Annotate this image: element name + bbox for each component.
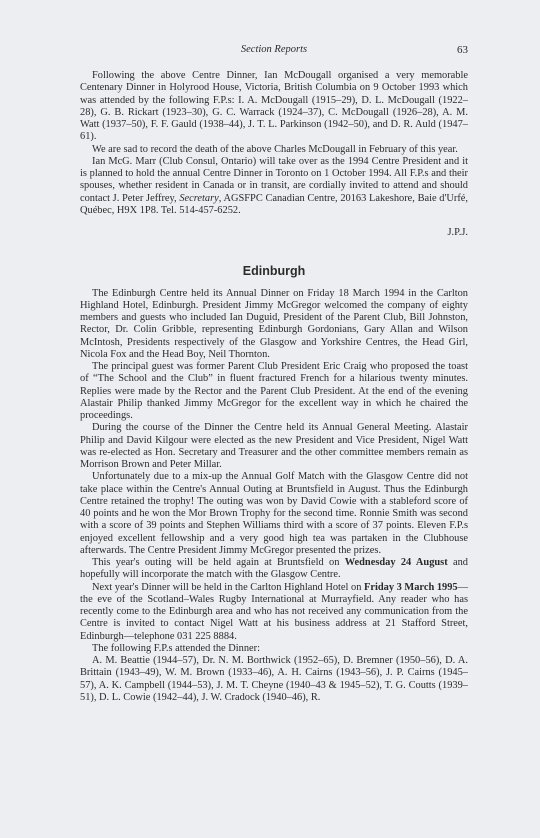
text-run: —the eve of the Scotland–Wales Rugby International at Murrayfield. Any reader who has recently come to the Edinburgh area and who has not received any communication from the Centre is invited to contact Nigel Watt at his business address at 21 Stafford Street, Edinburgh—telephone 031 225 8884. [80,581,468,642]
signature-initials: J.P.J. [447,227,468,238]
paragraph-agm: During the course of the Dinner the Centre held its Annual General Meeting. Alastair Philip and David Kilgour were elected as the new President and Vice President, Nigel Watt was re-elected as Hon. Secretary and Treasurer and the other committee members remain as Morrison Brown and Peter Millar. [80,422,468,470]
bold-date: Wednesday 24 August [344,557,448,568]
text-run: This year's outing will be held again at Bruntsfield on [92,557,345,568]
attendees-list: A. M. Beattie (1944–57), Dr. N. M. Borthwick (1952–65), D. Bremner (1950–56), D. A. Brittain (1943–49), W. M. Brown (1933–46), A. H. Cairns (1943–56), J. P. Cairns (1945–57), A. K. Campbell (1944–53), J. M. T. Cheyne (1940–43 & 1945–52), T. G. Coutts (1939–51), D. L. Cowie (1942–44), J. W. Cradock (1940–46), R. [80,655,468,703]
paragraph-attendees-intro: The following F.P.s attended the Dinner: [92,642,260,654]
italic-run: Secretary [179,192,219,204]
paragraph-principal-guest: The principal guest was former Parent Club President Eric Craig who proposed the toast of “The School and the Club” in fluent fractured French for a hilarious twenty minutes. Replies were made by the Rector and the Parent Club President. At the end of the evening Alastair Philip thanked Jimmy McGregor for the excellent way in which he chaired the proceedings. [80,361,468,421]
text-run: Next year's Dinner will be held in the Carlton Highland Hotel on [92,581,364,593]
text-run: Ian McG. Marr (Club Consul, Ontario) will take over as the 1994 Centre President and it is planned to hold the annual Centre Dinner in Toronto on 1 October 1994. All F.P.s and their spouses, whether resident in Canada or in transit, are cordially invited to attend and should contact J. Peter Jeffrey, [80,155,468,204]
page-header [80,44,468,60]
paragraph-golf-outing: Unfortunately due to a mix-up the Annual Golf Match with the Glasgow Centre did not take place within the Centre's Annual Outing at Bruntsfield in August. Thus the Edinburgh Centre retained the trophy! The outing was won by David Cowie with a stableford score of 40 points and he won the Mor Brown Trophy for the second time. Ronnie Smith was second with a score of 39 points and Stephen Williams third with a score of 37 points. Eleven F.P.s enjoyed excellent fellowship and a very good high tea was partaken in the Clubhouse afterwards. The Centre President Jimmy McGregor presented the prizes. [80,471,468,556]
paragraph-centenary-dinner: Following the above Centre Dinner, Ian McDougall organised a very memorable Centenary Dinner in Holyrood House, Victoria, British Columbia on 9 October 1993 which was attended by the following F.P.s: I. A. McDougall (1915–29), D. L. McDougall (1922–28), G. B. Rickart (1923–30), G. C. Warrack (1924–37), C. McDougall (1926–28), A. M. Watt (1937–50), F. F. Gauld (1938–44), J. T. L. Parkinson (1942–50), and D. R. Auld (1947–61). [80,70,468,143]
page-number: 63 [457,44,468,56]
paragraph-annual-dinner: The Edinburgh Centre held its Annual Dinner on Friday 18 March 1994 in the Carlton Highland Hotel, Edinburgh. President Jimmy McGregor welcomed the company of eighty members and guests who included Ian Duguid, President of the Parent Club, Bill Johnston, Rector, Dr. Colin Gribble, representing Edinburgh Gordonians, Gary Allan and Wilson McIntosh, Presidents respectively of the Glasgow and Yorkshire Centres, the Head Girl, Nicola Fox and the Head Boy, Neil Thornton. [80,287,468,360]
page-body [80,70,468,704]
paragraph-next-dinner [80,582,468,643]
running-head: Section Reports [240,44,308,55]
paragraph-toronto-dinner [80,156,468,217]
text-run: , AGSFPC Canadian Centre, 20163 Lakeshore, Baie d'Urfé, Québec, H9X 1P8. Tel. 514-457-6252. [80,192,468,216]
paragraph-next-outing [80,557,468,582]
bold-date: Friday 3 March 1995 [364,581,458,593]
text-run: and hopefully will incorporate the match with the Glasgow Centre. [80,557,468,581]
section-heading-edinburgh: Edinburgh [242,264,306,279]
paragraph-death-notice: We are sad to record the death of the above Charles McDougall in February of this year. [92,143,458,155]
